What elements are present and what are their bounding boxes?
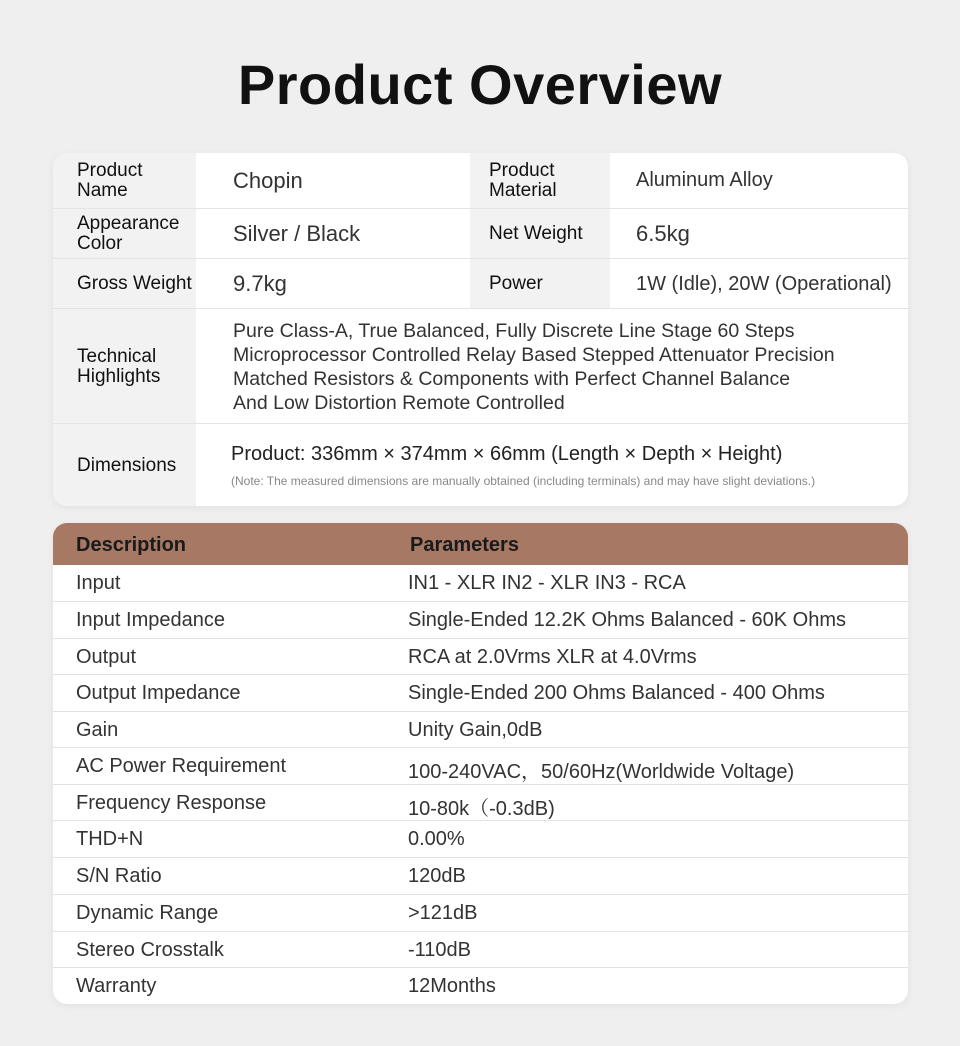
- appearance-color-label: Appearance Color: [53, 209, 196, 259]
- spec-parameter: 0.00%: [408, 828, 465, 850]
- spec-description: Warranty: [76, 975, 157, 997]
- power-label: Power: [470, 259, 610, 309]
- spec-parameter: IN1 - XLR IN2 - XLR IN3 - RCA: [408, 572, 686, 594]
- spec-parameter: 120dB: [408, 865, 466, 887]
- dimensions-label: Dimensions: [53, 424, 196, 506]
- power-value: 1W (Idle), 20W (Operational): [610, 259, 908, 309]
- spec-description: Output Impedance: [76, 682, 241, 704]
- table-row: [53, 931, 908, 968]
- dimensions-cell: [196, 424, 908, 506]
- product-name-label: Product Name: [53, 153, 196, 208]
- spec-parameter: 100-240VAC，50/60Hz(Worldwide Voltage): [408, 761, 795, 783]
- specifications-table: [53, 523, 908, 1004]
- spec-parameter: Single-Ended 200 Ohms Balanced - 400 Ohms: [408, 682, 825, 704]
- spec-description: THD+N: [76, 828, 144, 850]
- specs-header: [53, 523, 908, 565]
- table-row: [53, 565, 908, 601]
- overview-row-dimensions: [53, 423, 908, 506]
- table-row: [53, 784, 908, 821]
- dimensions-value: Product: 336mm × 374mm × 66mm (Length × Depth × Height): [231, 443, 783, 465]
- table-row: [53, 711, 908, 748]
- spec-parameter: Single-Ended 12.2K Ohms Balanced - 60K Ohms: [408, 609, 847, 631]
- table-row: [53, 820, 908, 857]
- table-row: [53, 747, 908, 784]
- spec-parameter: RCA at 2.0Vrms XLR at 4.0Vrms: [408, 646, 697, 668]
- page-title: Product Overview: [237, 53, 723, 116]
- spec-parameter: 12Months: [408, 975, 496, 997]
- overview-row-name-material: [53, 153, 908, 208]
- spec-parameter: Unity Gain,0dB: [408, 719, 543, 741]
- highlight-line: And Low Distortion Remote Controlled: [233, 391, 565, 414]
- spec-parameter: >121dB: [408, 902, 478, 924]
- product-name-value: Chopin: [196, 153, 470, 208]
- overview-row-color-weight: [53, 208, 908, 259]
- table-row: [53, 674, 908, 711]
- spec-description: Input: [76, 572, 121, 594]
- header-description: Description: [76, 534, 187, 556]
- net-weight-value: 6.5kg: [610, 209, 908, 259]
- dimensions-note: (Note: The measured dimensions are manually obtained (including terminals) and may have slight deviations.): [231, 474, 816, 488]
- spec-description: Input Impedance: [76, 609, 225, 631]
- gross-weight-value: 9.7kg: [196, 259, 470, 309]
- highlight-line: Matched Resistors & Components with Perfect Channel Balance: [233, 367, 791, 390]
- spec-description: Frequency Response: [76, 792, 267, 814]
- spec-description: Output: [76, 646, 137, 668]
- spec-description: S/N Ratio: [76, 865, 162, 887]
- technical-highlights-value: [196, 319, 835, 415]
- highlight-line: Microprocessor Controlled Relay Based Stepped Attenuator Precision: [233, 343, 835, 366]
- table-row: [53, 638, 908, 675]
- table-row: [53, 967, 908, 1004]
- gross-weight-label: Gross Weight: [53, 259, 196, 309]
- spec-parameter: 10-80k（-0.3dB): [408, 798, 555, 820]
- appearance-color-value: Silver / Black: [196, 209, 470, 259]
- technical-highlights-label: Technical Highlights: [53, 309, 196, 424]
- net-weight-label: Net Weight: [470, 209, 610, 259]
- table-row: [53, 894, 908, 931]
- spec-description: Dynamic Range: [76, 902, 219, 924]
- product-material-value: Aluminum Alloy: [610, 153, 908, 208]
- spec-description: Gain: [76, 719, 119, 741]
- table-row: [53, 857, 908, 894]
- overview-row-gross-power: [53, 258, 908, 309]
- spec-description: AC Power Requirement: [76, 755, 287, 777]
- spec-parameter: -110dB: [408, 939, 472, 961]
- highlight-line: Pure Class-A, True Balanced, Fully Discrete Line Stage 60 Steps: [233, 319, 795, 342]
- product-overview-table: [53, 153, 908, 506]
- header-parameters: Parameters: [410, 534, 519, 556]
- overview-row-highlights: [53, 308, 908, 424]
- table-row: [53, 601, 908, 638]
- technical-highlights-cell: [196, 309, 908, 424]
- product-material-label: Product Material: [470, 153, 610, 208]
- spec-description: Stereo Crosstalk: [76, 939, 224, 961]
